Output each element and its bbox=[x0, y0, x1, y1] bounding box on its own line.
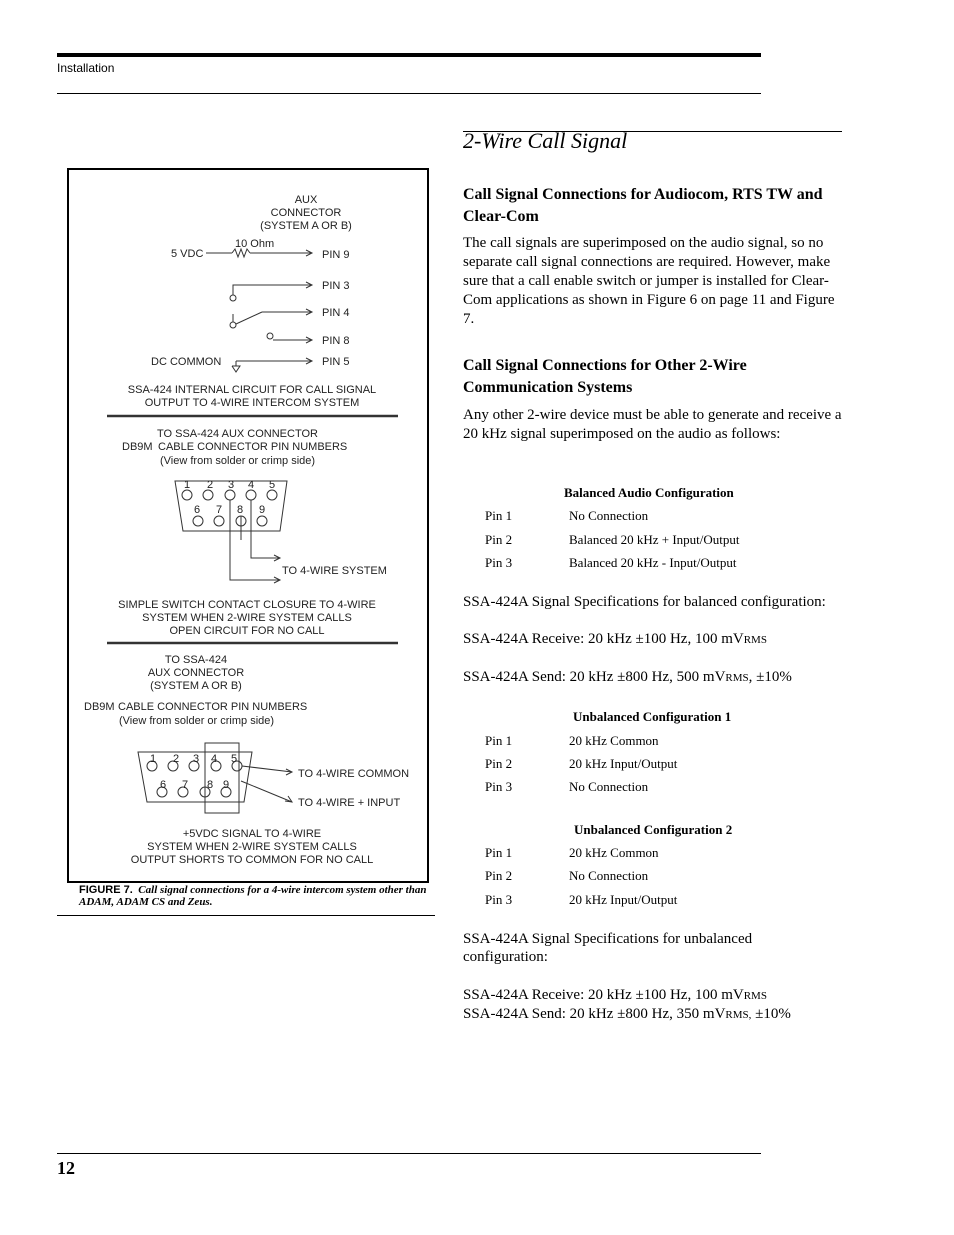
label-open-circuit: OPEN CIRCUIT FOR NO CALL bbox=[169, 625, 325, 637]
table-cell: 20 kHz Common bbox=[569, 845, 659, 860]
label-pin4: PIN 4 bbox=[322, 307, 350, 319]
paragraph-audiocom: The call signals are superimposed on the audio signal, so no separate call signal connections are required. However, make sure that a call enable switch or jumper is installed for Clear-Com applications as shown in Figure 6 on page 11 and Figure 7. bbox=[463, 235, 835, 327]
pin-number: 3 bbox=[227, 479, 235, 491]
pin-number: 8 bbox=[206, 779, 214, 791]
pin-number: 5 bbox=[230, 753, 238, 765]
label-view-side: (View from solder or crimp side) bbox=[160, 455, 316, 467]
table-row: Pin 2 bbox=[485, 756, 513, 771]
table-cell: 20 kHz Input/Output bbox=[569, 756, 678, 771]
spec-balanced-intro: SSA-424A Signal Specifications for balanced configuration: bbox=[463, 594, 826, 610]
wiring-diagram bbox=[69, 170, 427, 881]
table-cell: Balanced 20 kHz - Input/Output bbox=[569, 555, 737, 570]
pin-number: 2 bbox=[206, 479, 214, 491]
pin-number: 4 bbox=[247, 479, 255, 491]
pin-number: 4 bbox=[210, 753, 218, 765]
label-to-ssa-aux: TO SSA-424 AUX CONNECTOR bbox=[157, 428, 318, 440]
label-system-a-or-b-2: (SYSTEM A OR B) bbox=[150, 680, 242, 692]
table-cell: No Connection bbox=[569, 508, 649, 523]
label-dc-common: DC COMMON bbox=[151, 356, 222, 368]
table-row: Pin 2 bbox=[485, 868, 513, 883]
pin-number: 9 bbox=[222, 779, 230, 791]
subheading-other-2wire: Call Signal Connections for Other 2-Wire Communication Systems bbox=[463, 357, 747, 396]
label-output-4wire: OUTPUT TO 4-WIRE INTERCOM SYSTEM bbox=[144, 397, 360, 409]
pin-number: 6 bbox=[193, 504, 201, 516]
table-row: Pin 1 bbox=[485, 733, 513, 748]
table-row: Pin 3 bbox=[485, 892, 513, 907]
label-plus5-signal: +5VDC SIGNAL TO 4-WIRE bbox=[182, 828, 322, 840]
table-cell: 20 kHz Common bbox=[569, 733, 659, 748]
label-pin3: PIN 3 bbox=[322, 280, 350, 292]
label-cable-pin-numbers: CABLE CONNECTOR PIN NUMBERS bbox=[158, 441, 348, 453]
pin-number: 7 bbox=[181, 779, 189, 791]
header-rule bbox=[57, 53, 761, 57]
label-to-4wire-system: TO 4-WIRE SYSTEM bbox=[282, 565, 387, 577]
label-aux: AUX bbox=[294, 194, 318, 206]
label-connector: CONNECTOR bbox=[270, 207, 342, 219]
label-view-side-2: (View from solder or crimp side) bbox=[119, 715, 275, 727]
label-system-calls: SYSTEM WHEN 2-WIRE SYSTEM CALLS bbox=[142, 612, 352, 624]
label-to-ssa-424: TO SSA-424 bbox=[164, 654, 228, 666]
figure-rule bbox=[57, 915, 435, 916]
spec-unbalanced-intro-2: configuration: bbox=[463, 949, 548, 965]
label-10-ohm: 10 Ohm bbox=[235, 238, 275, 250]
table-cell: Balanced 20 kHz + Input/Output bbox=[569, 532, 740, 547]
table-row: Pin 1 bbox=[485, 845, 513, 860]
table-title-unbalanced-2: Unbalanced Configuration 2 bbox=[574, 822, 733, 837]
table-cell: No Connection bbox=[569, 779, 649, 794]
section-title: 2-Wire Call Signal bbox=[463, 128, 628, 153]
label-to-4wire-common: TO 4-WIRE COMMON bbox=[298, 768, 410, 780]
pin-number: 6 bbox=[159, 779, 167, 791]
table-title-unbalanced-1: Unbalanced Configuration 1 bbox=[573, 709, 732, 724]
table-cell: No Connection bbox=[569, 868, 649, 883]
label-pin9: PIN 9 bbox=[322, 249, 350, 261]
label-output-shorts: OUTPUT SHORTS TO COMMON FOR NO CALL bbox=[130, 854, 374, 866]
spec-unbalanced-intro-1: SSA-424A Signal Specifications for unbalanced bbox=[463, 931, 753, 947]
running-header: Installation bbox=[57, 61, 115, 75]
table-row: Pin 3 bbox=[485, 555, 513, 570]
label-5vdc: 5 VDC bbox=[171, 248, 204, 260]
label-pin5: PIN 5 bbox=[322, 356, 350, 368]
table-cell: 20 kHz Input/Output bbox=[569, 892, 678, 907]
paragraph-other-2wire: Any other 2-wire device must be able to generate and receive a 20 kHz signal superimposed on the audio as follows: bbox=[463, 407, 842, 442]
page-number: 12 bbox=[57, 1158, 75, 1178]
label-aux-connector: AUX CONNECTOR bbox=[147, 667, 245, 679]
pin-number: 8 bbox=[236, 504, 244, 516]
label-cable-pin-numbers-2: CABLE CONNECTOR PIN NUMBERS bbox=[118, 701, 308, 713]
label-system-a-or-b: (SYSTEM A OR B) bbox=[260, 220, 352, 232]
figure-caption: FIGURE 7. Call signal connections for a 4-wire intercom system other than ADAM, ADAM CS and Zeus. bbox=[79, 884, 427, 908]
footer-rule bbox=[57, 1153, 761, 1154]
pin-number: 5 bbox=[268, 479, 276, 491]
label-to-4wire-input: TO 4-WIRE + INPUT bbox=[298, 797, 401, 809]
label-simple-switch: SIMPLE SWITCH CONTACT CLOSURE TO 4-WIRE bbox=[118, 599, 376, 611]
label-db9m-2: DB9M bbox=[84, 701, 115, 713]
label-db9m: DB9M bbox=[122, 441, 153, 453]
spec-unbalanced-send: SSA-424A Send: 20 kHz ±800 Hz, 350 mVRMS, ±10% bbox=[463, 1006, 791, 1022]
pin-number: 1 bbox=[149, 753, 157, 765]
figure-7-diagram bbox=[67, 168, 429, 883]
spec-unbalanced-receive: SSA-424A Receive: 20 kHz ±100 Hz, 100 mVRMS bbox=[463, 987, 767, 1003]
subheading-audiocom: Call Signal Connections for Audiocom, RTS TW and Clear-Com bbox=[463, 186, 823, 225]
table-title-balanced: Balanced Audio Configuration bbox=[564, 485, 734, 500]
pin-number: 9 bbox=[258, 504, 266, 516]
header-divider bbox=[57, 93, 761, 94]
pin-number: 2 bbox=[172, 753, 180, 765]
pin-number: 1 bbox=[183, 479, 191, 491]
label-internal-circuit: SSA-424 INTERNAL CIRCUIT FOR CALL SIGNAL bbox=[127, 384, 377, 396]
label-pin8: PIN 8 bbox=[322, 335, 350, 347]
table-row: Pin 3 bbox=[485, 779, 513, 794]
label-system-calls-2: SYSTEM WHEN 2-WIRE SYSTEM CALLS bbox=[147, 841, 357, 853]
table-row: Pin 2 bbox=[485, 532, 513, 547]
pin-number: 7 bbox=[215, 504, 223, 516]
spec-balanced-send: SSA-424A Send: 20 kHz ±800 Hz, 500 mVRMS, ±10% bbox=[463, 669, 792, 685]
table-row: Pin 1 bbox=[485, 508, 513, 523]
pin-number: 3 bbox=[192, 753, 200, 765]
spec-balanced-receive: SSA-424A Receive: 20 kHz ±100 Hz, 100 mVRMS bbox=[463, 631, 767, 647]
